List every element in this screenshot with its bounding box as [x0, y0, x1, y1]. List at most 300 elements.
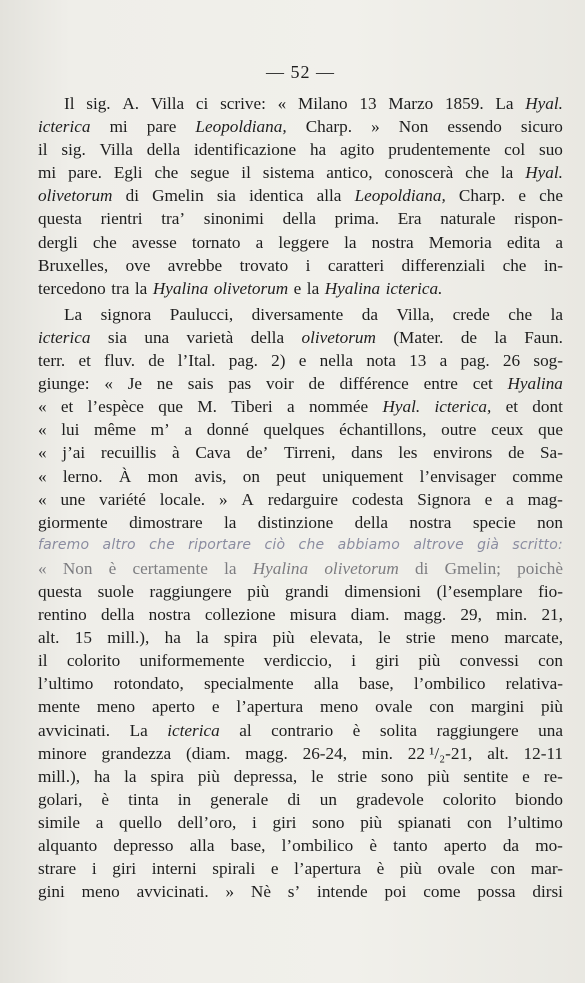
- word: spira: [223, 628, 258, 648]
- word: la: [134, 278, 148, 298]
- word: e: [270, 859, 279, 879]
- word: »: [371, 117, 380, 137]
- text-line: [38, 511, 563, 534]
- word: dell’oro,: [177, 812, 237, 832]
- italic-word: icterica,: [434, 397, 492, 417]
- word: l’apertura: [294, 859, 361, 879]
- page-number: — 52 —: [266, 62, 335, 82]
- text-line: [38, 488, 563, 511]
- word: ovale: [437, 859, 475, 879]
- word: codesta: [351, 489, 404, 509]
- text-line: [38, 207, 563, 230]
- word: depressa,: [233, 766, 298, 786]
- word: dirsi: [532, 882, 563, 902]
- word: mi: [109, 117, 128, 137]
- text-line: [38, 92, 563, 115]
- word: raggiungere: [436, 720, 519, 740]
- word: le: [378, 628, 391, 648]
- text-line: [38, 395, 563, 418]
- body-text: [38, 92, 563, 903]
- word: diversamente: [251, 304, 344, 324]
- word: margini: [470, 697, 525, 717]
- word: ceux: [491, 420, 524, 440]
- word: altrove: [413, 536, 464, 553]
- word: Il: [64, 94, 75, 113]
- word: que: [158, 397, 184, 417]
- word: della: [100, 605, 135, 625]
- word: più: [399, 859, 422, 879]
- word: Charp.: [305, 117, 352, 137]
- word: l’espèce: [87, 397, 144, 417]
- text-line: [38, 254, 563, 277]
- word: pas: [228, 374, 252, 394]
- word: i: [91, 859, 97, 879]
- word: la: [306, 278, 320, 298]
- word: interni: [151, 859, 197, 879]
- word: comme: [512, 466, 563, 486]
- word: alla: [189, 836, 215, 855]
- word: les: [398, 443, 418, 463]
- word: nostra: [409, 512, 452, 532]
- italic-word: olivetorum: [213, 278, 289, 298]
- word: rispon-: [514, 209, 563, 229]
- word: «: [38, 558, 47, 578]
- word: tanto: [393, 836, 428, 855]
- word: gradevole: [355, 789, 424, 809]
- word: convessi: [459, 651, 519, 671]
- word: de’: [246, 443, 269, 463]
- word: 21,: [541, 605, 563, 625]
- word: avesse: [131, 232, 177, 252]
- word: de: [508, 443, 525, 463]
- word: a: [95, 812, 104, 832]
- italic-word: Leopoldiana,: [195, 117, 287, 137]
- word: tinta: [128, 789, 159, 809]
- word: on: [242, 466, 260, 486]
- word: aperto: [443, 836, 487, 855]
- word: è: [352, 720, 361, 740]
- word: Non: [62, 558, 93, 578]
- word: mill.),: [107, 628, 150, 648]
- text-line: [38, 441, 563, 464]
- word: Era: [397, 209, 422, 229]
- word: distinzione: [257, 512, 334, 532]
- word: quello: [119, 812, 162, 832]
- word: rotondato,: [113, 674, 184, 694]
- word: questa: [38, 581, 82, 601]
- word: a: [286, 397, 295, 417]
- word: marcate,: [504, 628, 563, 648]
- word: quelques: [263, 420, 325, 440]
- word: Gmelin;: [444, 558, 501, 578]
- word: sentite: [463, 766, 509, 786]
- word: nota: [366, 351, 396, 371]
- word: più: [272, 628, 295, 648]
- text-line: [38, 465, 563, 488]
- word: segue: [190, 163, 230, 183]
- word: de: [148, 351, 165, 371]
- italic-word: Hyal.: [525, 94, 563, 113]
- word: et: [505, 397, 518, 417]
- word: signora: [100, 304, 152, 324]
- word: una: [144, 327, 170, 347]
- text-line: [38, 231, 563, 254]
- word: uniquement: [322, 466, 404, 486]
- word: Memoria: [428, 232, 492, 252]
- word: Charp.: [458, 186, 506, 206]
- word: che: [508, 304, 533, 324]
- word: terr.: [38, 351, 66, 371]
- word: dont: [532, 397, 563, 417]
- word: che: [92, 232, 117, 252]
- word: da: [502, 836, 520, 855]
- text-line: [38, 277, 563, 300]
- word: elevata,: [309, 628, 363, 648]
- word: base,: [230, 836, 266, 855]
- word: A.: [122, 94, 140, 113]
- word: la: [494, 327, 507, 347]
- word: crede: [452, 304, 490, 324]
- word: de: [308, 374, 325, 394]
- word: 1859.: [444, 94, 484, 113]
- word: conoscerà: [384, 163, 454, 183]
- word: e: [518, 186, 526, 206]
- word: la: [344, 232, 357, 252]
- word: scrive:: [220, 94, 266, 113]
- word: abbiamo: [337, 536, 401, 553]
- word: mill.),: [38, 766, 81, 786]
- word: meno: [81, 882, 120, 902]
- word: «: [277, 94, 287, 113]
- word: e: [211, 697, 220, 717]
- word: collezione: [204, 605, 276, 625]
- word: donné: [206, 420, 249, 440]
- word: Je: [127, 374, 143, 394]
- word: colorito: [442, 789, 497, 809]
- word: la: [550, 304, 563, 324]
- word: Villa: [150, 94, 185, 113]
- word: misura: [289, 605, 337, 625]
- word: pag.: [228, 351, 258, 371]
- word: il: [38, 140, 48, 160]
- word: 13: [409, 351, 427, 371]
- word: que: [538, 420, 563, 440]
- word: specie: [472, 512, 516, 532]
- word: dimostrare: [129, 512, 203, 532]
- text-line: [38, 695, 563, 718]
- text-line: [38, 857, 563, 880]
- word: 26: [502, 351, 521, 371]
- text-line: [38, 557, 563, 580]
- word: sog-: [533, 351, 563, 371]
- word: avis,: [194, 466, 227, 486]
- word: «: [38, 420, 47, 440]
- word: agito: [340, 140, 375, 160]
- text-line: [38, 834, 563, 857]
- word: sia: [107, 327, 127, 347]
- word: ovale: [375, 697, 413, 717]
- word: con: [490, 859, 516, 879]
- word: l’ombilico: [281, 836, 354, 855]
- word: Villa: [99, 140, 133, 160]
- word: è: [101, 789, 110, 809]
- word: che: [298, 536, 325, 553]
- word: (l’esemplare: [436, 581, 523, 601]
- word: tercedono: [38, 278, 106, 298]
- word: col: [504, 140, 526, 160]
- word: giri: [112, 859, 137, 879]
- word: de: [460, 327, 478, 347]
- word: che: [502, 255, 527, 275]
- word: ciò: [264, 536, 286, 553]
- word: l’ultimo: [507, 812, 563, 832]
- word: «: [38, 489, 47, 509]
- word: di: [287, 789, 301, 809]
- italic-word: olivetorum: [38, 186, 113, 206]
- word: di: [415, 558, 429, 578]
- word: a: [439, 351, 448, 371]
- italic-word: Hyalina: [152, 278, 209, 298]
- word: suo: [539, 140, 563, 160]
- word: ha: [309, 140, 327, 160]
- word: relativa-: [505, 674, 563, 694]
- word: intende: [317, 882, 368, 902]
- word: peut: [276, 466, 306, 486]
- word: prudentemente: [388, 140, 491, 160]
- word: »: [218, 489, 228, 509]
- word: dimensioni: [344, 581, 421, 601]
- word: min.: [361, 743, 393, 763]
- word: pag.: [460, 351, 490, 371]
- word: minore: [38, 743, 87, 763]
- word: locale.: [159, 489, 206, 509]
- word: diam.: [350, 605, 390, 625]
- word: sig.: [61, 140, 86, 160]
- word: avrebbe: [167, 255, 223, 275]
- word: mag-: [527, 489, 563, 509]
- word: alt.: [487, 743, 509, 763]
- word: 26-24,: [302, 743, 347, 763]
- word: è: [108, 558, 117, 578]
- handwritten-annotation-line: [38, 534, 563, 557]
- word: lerno.: [62, 466, 103, 486]
- word: même: [94, 420, 137, 440]
- word: spianati: [397, 812, 452, 832]
- word: »: [225, 882, 235, 902]
- word: edita: [506, 232, 541, 252]
- word: golari,: [38, 789, 83, 809]
- word: sinonimi: [203, 209, 264, 229]
- word: più: [427, 766, 450, 786]
- word: a: [506, 489, 514, 509]
- word: più: [197, 766, 220, 786]
- word: nostra: [371, 232, 414, 252]
- word: sono: [381, 766, 414, 786]
- word: ove: [125, 255, 151, 275]
- word: e: [484, 489, 493, 509]
- word: non: [537, 512, 563, 532]
- word: dans: [351, 443, 383, 463]
- word: Cava: [195, 443, 231, 463]
- word: fio-: [538, 581, 563, 601]
- word: et: [78, 351, 91, 371]
- word: grandezza: [101, 743, 172, 763]
- word: magg.: [245, 743, 288, 763]
- word: caratteri: [327, 255, 385, 275]
- word: sono: [312, 812, 345, 832]
- word: À: [118, 466, 132, 486]
- word: con: [429, 697, 455, 717]
- word: Egli: [113, 163, 143, 183]
- text-line: [38, 603, 563, 626]
- word: avvicinati.: [136, 882, 209, 902]
- italic-word: Hyalina: [507, 374, 563, 394]
- word: l’apertura: [236, 697, 304, 717]
- word: lui: [61, 420, 80, 440]
- word: come: [423, 882, 461, 902]
- word: magg.: [403, 605, 447, 625]
- italic-word: icterica: [38, 327, 91, 347]
- word: strie: [337, 766, 368, 786]
- word: 13: [359, 94, 377, 113]
- word: voir: [266, 374, 294, 394]
- word: pare.: [68, 163, 102, 183]
- word: colorito: [66, 651, 121, 671]
- word: poichè: [517, 558, 563, 578]
- word: meno: [320, 697, 359, 717]
- word: giormente: [38, 512, 108, 532]
- word: re-: [543, 766, 563, 786]
- word: poi: [384, 882, 407, 902]
- word: alt.: [38, 628, 60, 648]
- word: differenziali: [401, 255, 486, 275]
- italic-word: icterica.: [385, 278, 443, 298]
- word: base,: [358, 674, 394, 694]
- word: uniformemente: [139, 651, 245, 671]
- text-line: [38, 742, 563, 765]
- word: più: [247, 581, 270, 601]
- word: trovato: [239, 255, 289, 275]
- word: varietà: [186, 327, 234, 347]
- word: (Mater.: [393, 327, 444, 347]
- word: con: [538, 651, 563, 671]
- word: altro: [102, 536, 136, 553]
- text-line: [38, 372, 563, 395]
- word: cet: [472, 374, 493, 394]
- word: antico,: [326, 163, 373, 183]
- word: è: [376, 859, 385, 879]
- word: della: [354, 512, 389, 532]
- word: meno: [96, 697, 136, 717]
- word: certamente: [132, 558, 208, 578]
- word: alquanto: [38, 836, 98, 855]
- word: che: [149, 536, 175, 553]
- word: strare: [38, 859, 77, 879]
- word: sistema: [262, 163, 315, 183]
- text-line: [38, 115, 563, 138]
- text-line: [38, 811, 563, 834]
- word: Tirreni,: [284, 443, 336, 463]
- word: «: [38, 443, 47, 463]
- word: ne: [156, 374, 174, 394]
- word: giunge:: [38, 374, 90, 394]
- word: verdiccio,: [263, 651, 333, 671]
- word: s’: [287, 882, 301, 902]
- word: une: [60, 489, 86, 509]
- word: l’envisager: [419, 466, 496, 486]
- word: sia: [216, 186, 236, 206]
- word: ha: [93, 766, 111, 786]
- word: Marzo: [388, 94, 434, 113]
- word: alla: [316, 186, 342, 206]
- word: La: [64, 304, 83, 324]
- word: generale: [210, 789, 269, 809]
- word: naturale: [440, 209, 496, 229]
- word: aperto: [151, 697, 195, 717]
- word: M.: [197, 397, 217, 417]
- word: sais: [187, 374, 214, 394]
- word: al: [239, 720, 252, 740]
- word: e: [298, 351, 307, 371]
- word: ci: [195, 94, 209, 113]
- word: Tiberi: [231, 397, 273, 417]
- word: 15: [74, 628, 92, 648]
- word: 2): [271, 351, 286, 371]
- word: outre: [441, 420, 477, 440]
- word: la: [223, 512, 237, 532]
- word: con: [466, 812, 492, 832]
- word: mar-: [530, 859, 563, 879]
- word: sicuro: [520, 117, 563, 137]
- word: 12-11: [523, 743, 563, 763]
- word: faremo: [38, 536, 90, 553]
- word: identica: [249, 186, 304, 206]
- italic-word: icterica: [167, 720, 220, 740]
- word: suole: [97, 581, 134, 601]
- word: pare: [146, 117, 177, 137]
- word: variété: [99, 489, 146, 509]
- word: specialmente: [203, 674, 294, 694]
- italic-word: Hyalina: [324, 278, 381, 298]
- word: Signora: [417, 489, 471, 509]
- word: il: [241, 163, 251, 183]
- word: «: [104, 374, 113, 394]
- word: mente: [38, 697, 80, 717]
- word: tra: [111, 278, 130, 298]
- word: m’: [150, 420, 170, 440]
- word: biondo: [515, 789, 563, 809]
- word: tra’: [161, 209, 186, 229]
- word: nella: [319, 351, 354, 371]
- word: l’ombilico: [413, 674, 486, 694]
- italic-word: Hyal.: [525, 163, 563, 183]
- word: la: [500, 163, 514, 183]
- word: giri: [272, 812, 297, 832]
- word: et: [60, 397, 74, 417]
- word: (diam.: [186, 743, 231, 763]
- word: più: [418, 651, 441, 671]
- word: Milano: [298, 94, 348, 113]
- word: environs: [433, 443, 493, 463]
- word: scritto:: [512, 536, 563, 553]
- word: min.: [496, 605, 528, 625]
- word: raggiungere: [149, 581, 232, 601]
- word: fluv.: [104, 351, 136, 371]
- word: entre: [423, 374, 458, 394]
- italic-word: olivetorum: [301, 327, 376, 347]
- word: avvicinati.: [38, 720, 111, 740]
- text-line: [38, 418, 563, 441]
